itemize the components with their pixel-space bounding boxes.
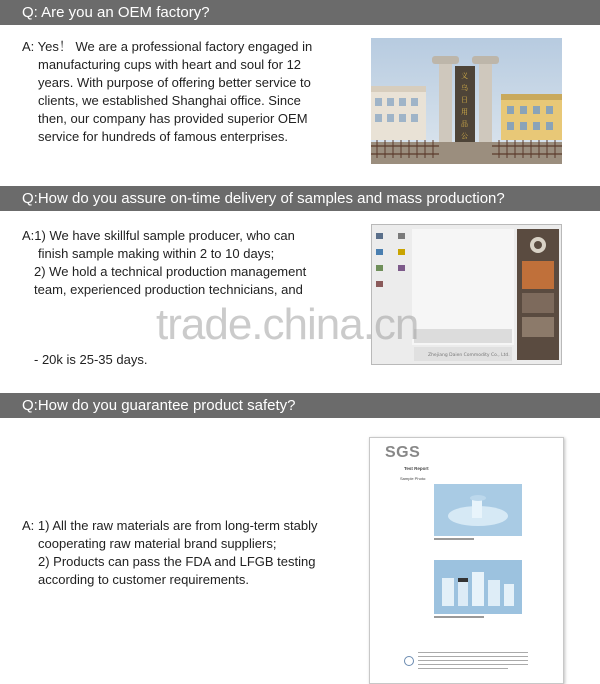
answer-line: then, our company has provided superior OEM [38,111,308,126]
answer-line: team, experienced production technicians, and [34,282,303,297]
svg-text:日: 日 [461,96,468,104]
answer-delivery [22,227,306,299]
answer-line: A: Yes！ We are a professional factory engaged in [22,39,313,54]
question-text: Q:How do you assure on-time delivery of samples and mass production? [22,190,505,207]
question-text: Q: Are you an OEM factory? [22,4,210,21]
svg-text:乌: 乌 [461,84,468,92]
svg-text:品: 品 [461,120,468,128]
answer-safety [22,517,318,589]
report-footer [404,650,530,676]
answer-line: 2) Products can pass the FDA and LFGB testing [38,554,316,569]
answer-line: clients, we established Shanghai office. Since [38,93,301,108]
software-caption: Zhejiang Daien Commodity Co., Ltd. [428,353,510,358]
svg-text:义: 义 [461,72,468,80]
answer-line: 2) We hold a technical production management [34,264,307,279]
factory-gate-photo [371,38,562,164]
answer-oem [22,38,312,146]
sample-photo-2 [434,560,522,614]
sample-photo-1 [434,484,522,536]
sgs-logo: SGS [385,444,421,461]
answer-line: finish sample making within 2 to 10 days; [38,246,275,261]
sgs-test-report [369,437,564,684]
report-title: Test Report [404,466,429,471]
question-text: Q:How do you guarantee product safety? [22,397,296,414]
question-bar-oem [0,0,600,25]
answer-line: A: 1) All the raw materials are from long-term stably [22,518,318,533]
answer-line: manufacturing cups with heart and soul for 12 [38,57,302,72]
svg-text:公: 公 [461,132,468,140]
answer-delivery-tail [34,351,147,369]
sample-photo-1-caption [434,538,474,540]
svg-text:用: 用 [461,108,468,116]
answer-line: A:1) We have skillful sample producer, who can [22,228,295,243]
watermark-text: trade.china.cn [156,300,419,349]
answer-line: cooperating raw material brand suppliers; [38,536,277,551]
sample-photo-2-caption [434,616,484,618]
answer-line: - 20k is 25-35 days. [34,352,148,367]
report-sample-label: Sample Photo: [400,476,427,481]
question-bar-safety [0,393,600,418]
answer-line: service for hundreds of famous enterprises. [38,129,289,144]
answer-line: according to customer requirements. [38,572,249,587]
question-bar-delivery [0,186,600,211]
answer-line: years. With purpose of offering better service to [38,75,311,90]
